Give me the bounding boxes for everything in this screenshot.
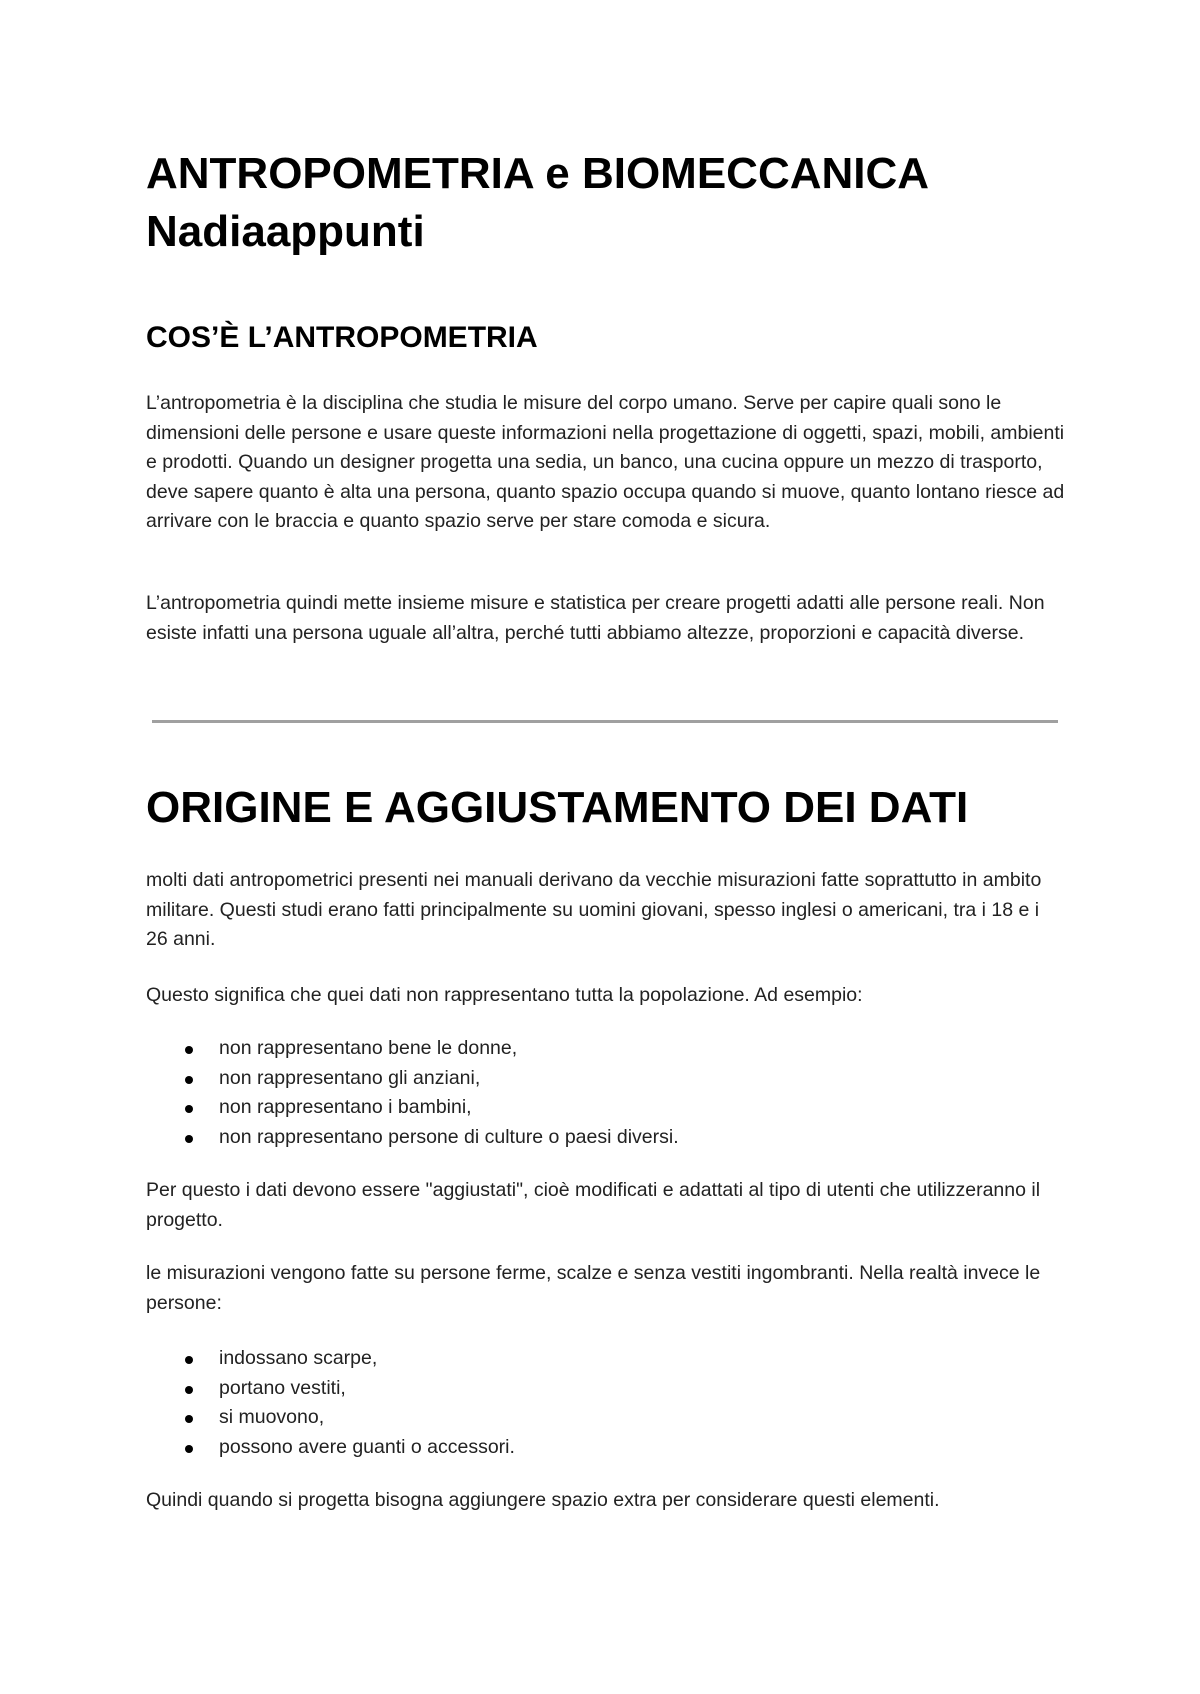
list-item-text: non rappresentano gli anziani, <box>219 1066 481 1089</box>
paragraph-definition: L’antropometria è la disciplina che studia le misure del corpo umano. Serve per capire quali sono le dimensioni delle persone e usare queste informazioni nella progettazione di oggetti, spazi, mobili, ambienti e prodotti. Quando un designer progetta una sedia, un banco, una cucina oppure un mezzo di trasporto, deve sapere quanto è alta una persona, quanto spazio occupa quando si muove, quanto lontano riesce ad arrivare con le braccia e quanto spazio serve per stare comoda e sicura. <box>146 392 1065 532</box>
bullet-icon <box>185 1105 193 1113</box>
paragraph-measurement-conditions: le misurazioni vengono fatte su persone ferme, scalze e senza vestiti ingombranti. Nella realtà invece le persone: <box>146 1262 1041 1314</box>
section-heading-origine-dati: ORIGINE E AGGIUSTAMENTO DEI DATI <box>146 783 969 832</box>
list-item-text: non rappresentano persone di culture o paesi diversi. <box>219 1125 679 1148</box>
section-heading-antropometria: COS’È L’ANTROPOMETRIA <box>146 321 538 354</box>
bullet-icon <box>185 1076 193 1084</box>
paragraph-statistics: L’antropometria quindi mette insieme misure e statistica per creare progetti adatti alle persone reali. Non esiste infatti una persona uguale all’altra, perché tutti abbiamo altezze, proporzioni e capacità diverse. <box>146 592 1045 644</box>
list-item <box>146 1034 1066 1064</box>
paragraph-extra-space: Quindi quando si progetta bisogna aggiungere spazio extra per considerare questi elementi. <box>146 1489 940 1511</box>
list-item <box>146 1344 1066 1374</box>
list-item-text: si muovono, <box>219 1406 325 1428</box>
list-item-text: possono avere guanti o accessori. <box>219 1435 515 1458</box>
paragraph-adjusted-data: Per questo i dati devono essere "aggiustati", cioè modificati e adattati al tipo di utenti che utilizzeranno il progetto. <box>146 1179 1041 1231</box>
bullet-icon <box>185 1415 193 1423</box>
list-item <box>146 1123 1066 1153</box>
list-item <box>146 1064 1066 1094</box>
bullet-icon <box>185 1356 193 1364</box>
bullet-icon <box>185 1046 193 1054</box>
list-not-represented <box>146 1034 1066 1152</box>
paragraph-military-data: molti dati antropometrici presenti nei manuali derivano da vecchie misurazioni fatte soprattutto in ambito militare. Questi studi erano fatti principalmente su uomini giovani, spesso inglesi o americani, tra i 18 e i 26 anni. <box>146 869 1042 950</box>
list-item <box>146 1433 1066 1463</box>
list-item <box>146 1093 1066 1123</box>
list-item-text: non rappresentano bene le donne, <box>219 1037 518 1059</box>
list-item-text: portano vestiti, <box>219 1376 346 1399</box>
bullet-icon <box>185 1135 193 1143</box>
list-item-text: indossano scarpe, <box>219 1347 378 1369</box>
bullet-icon <box>185 1445 193 1453</box>
list-item <box>146 1374 1066 1404</box>
horizontal-divider <box>152 720 1058 723</box>
list-real-conditions <box>146 1344 1066 1462</box>
bullet-icon <box>185 1386 193 1394</box>
paragraph-not-representative: Questo significa che quei dati non rappresentano tutta la popolazione. Ad esempio: <box>146 984 863 1006</box>
list-item <box>146 1403 1066 1433</box>
document-title: ANTROPOMETRIA e BIOMECCANICA Nadiaappunti <box>146 149 928 256</box>
list-item-text: non rappresentano i bambini, <box>219 1096 472 1118</box>
